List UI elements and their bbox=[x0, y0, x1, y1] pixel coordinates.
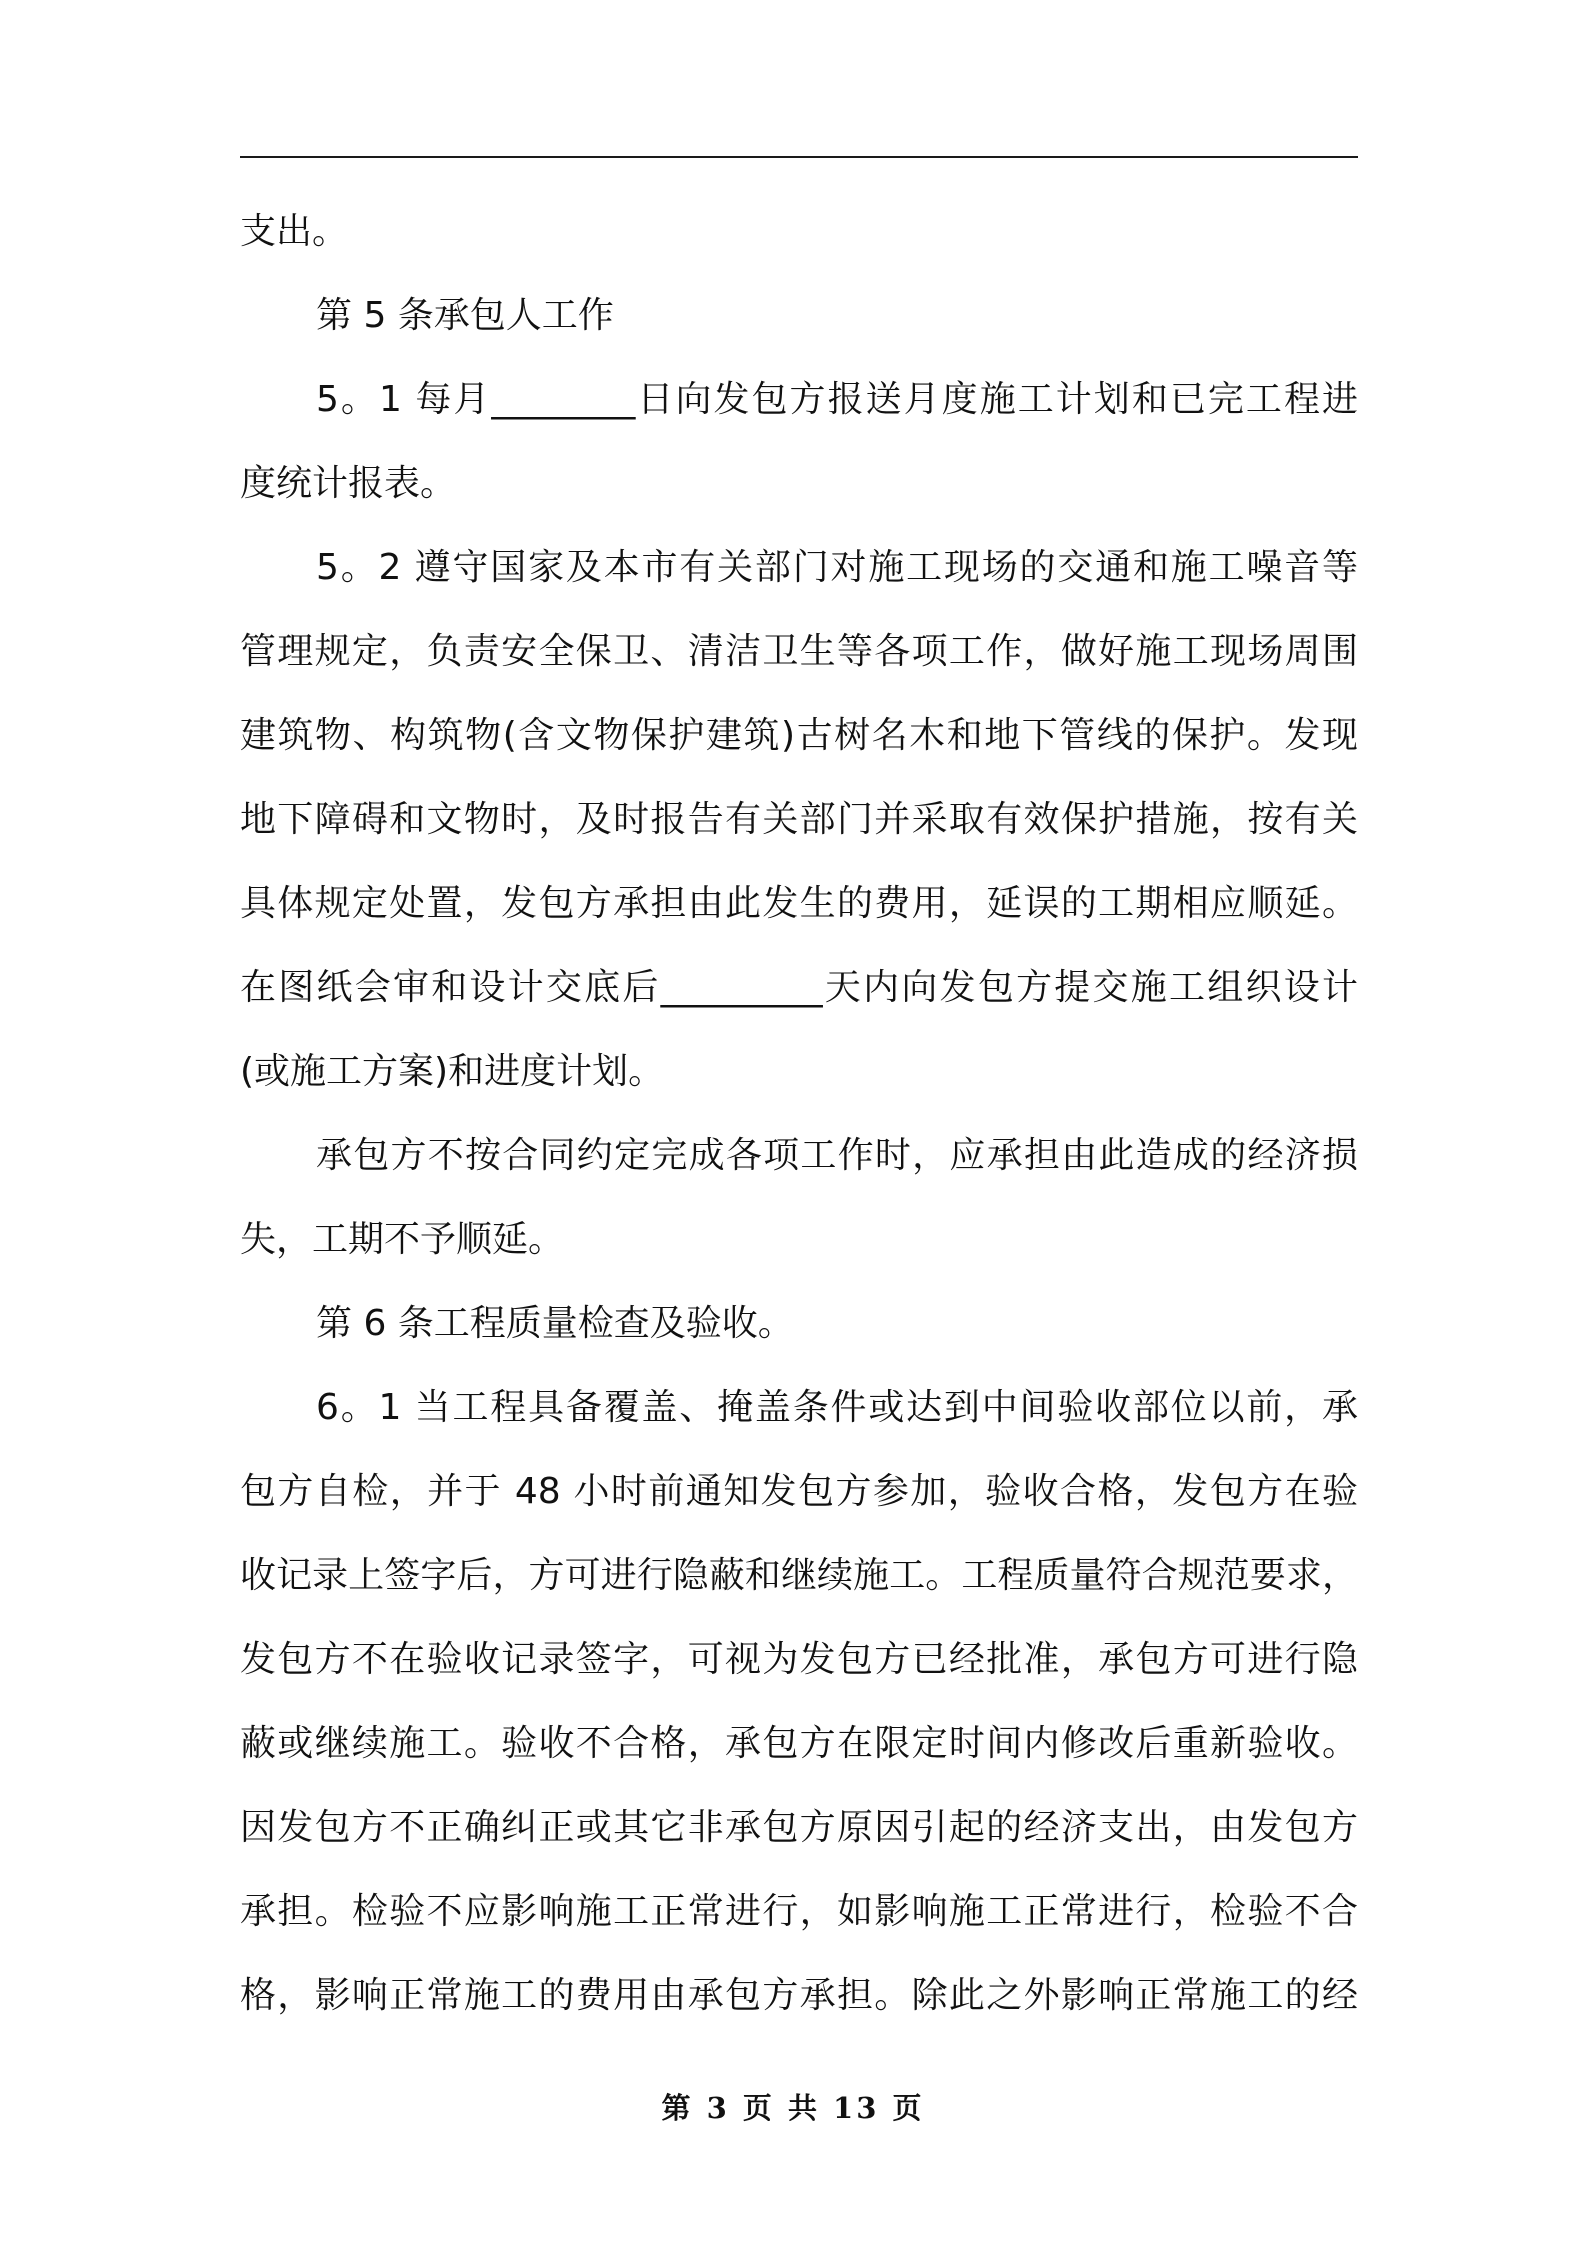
text-line: 承担。检验不应影响施工正常进行，如影响施工正常进行，检验不合 bbox=[240, 1891, 1358, 1932]
text-line: 因发包方不正确纠正或其它非承包方原因引起的经济支出，由发包方 bbox=[240, 1807, 1358, 1848]
text-line: 5。1 每月________日向发包方报送月度施工计划和已完工程进 bbox=[316, 379, 1358, 420]
text-line: 6。1 当工程具备覆盖、掩盖条件或达到中间验收部位以前，承 bbox=[316, 1387, 1358, 1428]
text-line: 格，影响正常施工的费用由承包方承担。除此之外影响正常施工的经 bbox=[240, 1975, 1358, 2016]
text-line: 在图纸会审和设计交底后_________天内向发包方提交施工组织设计 bbox=[240, 967, 1358, 1008]
text-line: 第 6 条工程质量检查及验收。 bbox=[316, 1303, 794, 1344]
text-line: 第 5 条承包人工作 bbox=[316, 295, 614, 336]
text-line: 收记录上签字后，方可进行隐蔽和继续施工。工程质量符合规范要求， bbox=[240, 1555, 1358, 1596]
text-line: 管理规定，负责安全保卫、清洁卫生等各项工作，做好施工现场周围 bbox=[240, 631, 1358, 672]
text-line: 包方自检，并于 48 小时前通知发包方参加，验收合格，发包方在验 bbox=[240, 1471, 1358, 1512]
text-line: 度统计报表。 bbox=[240, 463, 457, 504]
document-body bbox=[240, 190, 1358, 2038]
text-line: 发包方不在验收记录签字，可视为发包方已经批准，承包方可进行隐 bbox=[240, 1639, 1358, 1680]
text-line: (或施工方案)和进度计划。 bbox=[240, 1051, 665, 1092]
page-number-footer: 第 3 页 共 13 页 bbox=[661, 2091, 925, 2125]
text-line: 蔽或继续施工。验收不合格，承包方在限定时间内修改后重新验收。 bbox=[240, 1723, 1358, 1764]
text-line: 承包方不按合同约定完成各项工作时，应承担由此造成的经济损 bbox=[316, 1135, 1358, 1176]
header-rule bbox=[240, 156, 1358, 158]
text-line: 具体规定处置，发包方承担由此发生的费用，延误的工期相应顺延。 bbox=[240, 883, 1358, 924]
text-line: 建筑物、构筑物(含文物保护建筑)古树名木和地下管线的保护。发现 bbox=[240, 715, 1358, 756]
text-line: 5。2 遵守国家及本市有关部门对施工现场的交通和施工噪音等 bbox=[316, 547, 1358, 588]
text-line: 地下障碍和文物时，及时报告有关部门并采取有效保护措施，按有关 bbox=[240, 799, 1358, 840]
text-line: 支出。 bbox=[240, 211, 349, 252]
text-line: 失，工期不予顺延。 bbox=[240, 1219, 565, 1260]
